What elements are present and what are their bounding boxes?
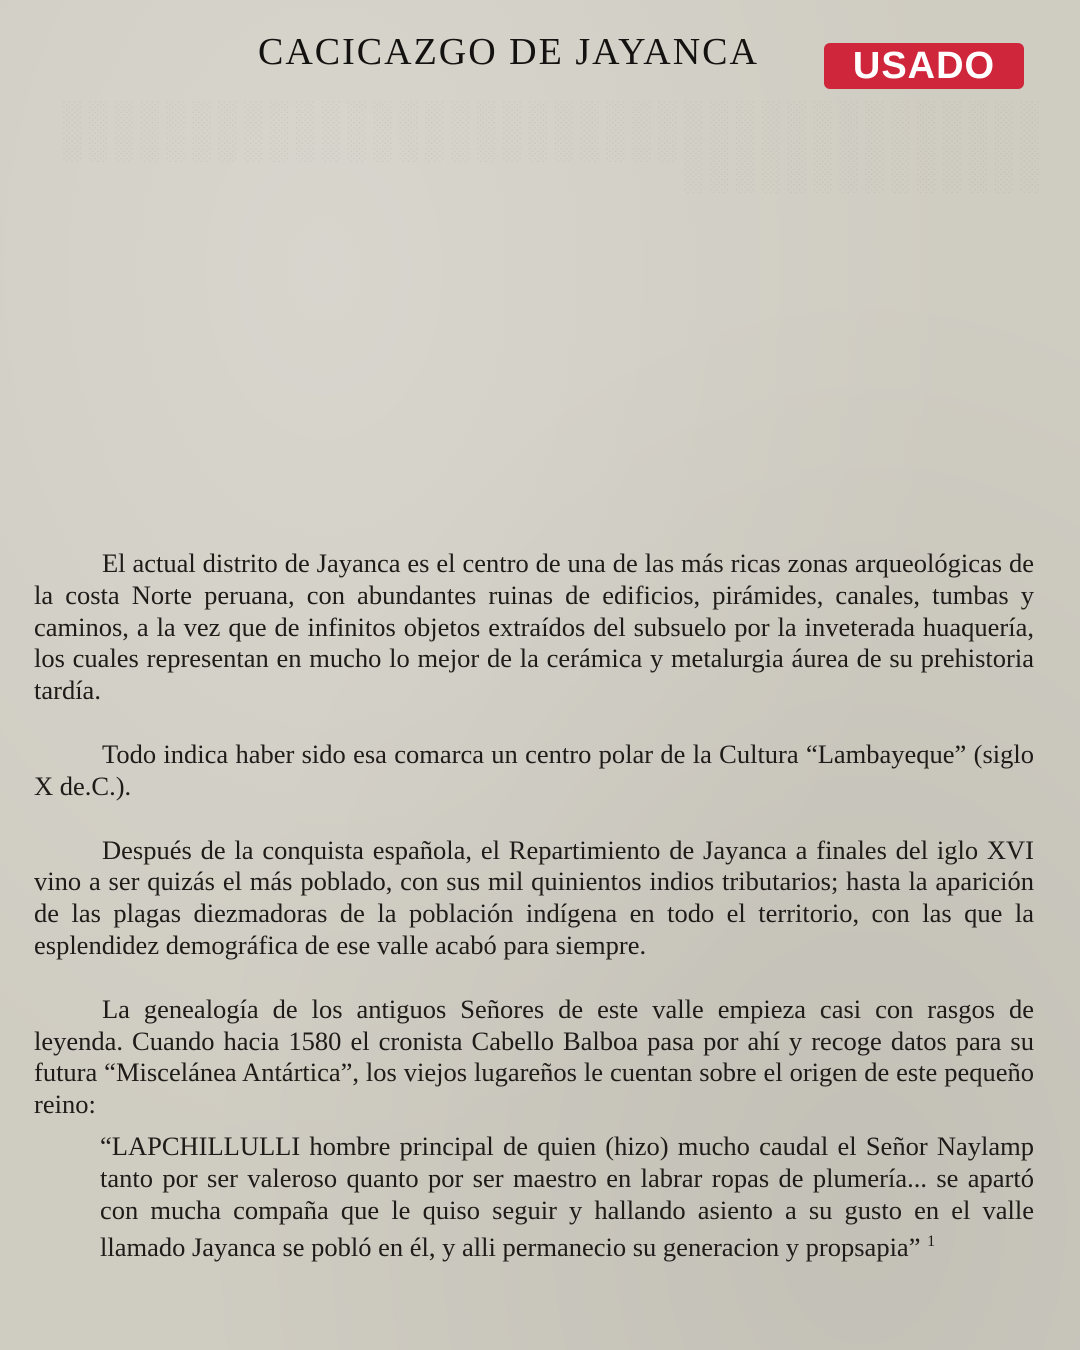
body-text (34, 548, 1034, 1264)
paragraph-spanish-conquest: Después de la conquista española, el Repartimiento de Jayanca a finales del iglo XVI vino a ser quizás el más poblado, con sus mil quinientos indios tributarios; hasta la aparición de las plagas diezmadoras de la población indígena en todo el territorio, con las que la esplendidez demográfica de ese valle acabó para siempre. (34, 834, 1034, 960)
show-through-background: ░ ░ ░ ░ ░ ░ ░ ░ ░ ░ ░ ░ ░ ░ ░ ░ ░ ░ ░ ░ ░ ░ ░ ░ ░ ░ ░ ░ ░ ░ ░ ░ ░ ░ ░ ░ ░ ░ ░ ░ ░ ░ ░ ░ ░ ░ ░ ░ ░ ░ ░ ░ ░ ░ ░ ░ ░ ░ ░ ░ ░ ░ ░ ░ ░ ░ ░ ░ ░ ░ ░ ░ ░ ░ ░ ░ ░ ░ ░ ░ ░ ░ ░ ░ ░ ░ ░ ░ ░ ░ (63, 100, 1040, 192)
used-condition-badge: USADO (824, 43, 1024, 89)
paragraph-jayanca-district: El actual distrito de Jayanca es el centro de una de las más ricas zonas arqueológicas de la costa Norte peruana, con abundantes ruinas de edificios, pirámides, canales, tumbas y caminos, a la vez que de infinitos objetos extraídos del subsuelo por la inveterada huaquería, los cuales representan en mucho lo mejor de la cerámica y metalurgia áurea de su prehistoria tardía. (34, 548, 1034, 706)
paragraph-lambayeque-culture: Todo indica haber sido esa comarca un centro polar de la Cultura “Lambayeque” (siglo X de.C.). (34, 738, 1034, 801)
page-title: CACICAZGO DE JAYANCA (258, 31, 759, 73)
block-quote (34, 1131, 1034, 1264)
quote-text: “LAPCHILLULLI hombre principal de quien (hizo) mucho caudal el Señor Naylamp tanto por ser valeroso quanto por ser maestro en labrar ropas de plumería... se apartó con mucha compaña que le quiso seguir y hallando asiento a su gusto en el valle llamado Jayanca se pobló en él, y alli permanecio su generacion y propsapia” (100, 1130, 1034, 1263)
footnote-marker: 1 (927, 1233, 936, 1251)
paragraph-genealogy: La genealogía de los antiguos Señores de este valle empieza casi con rasgos de leyenda. Cuando hacia 1580 el cronista Cabello Balboa pasa por ahí y recoge datos para su futura “Miscelánea Antártica”, los viejos lugareños le cuentan sobre el origen de este pequeño reino: (34, 993, 1034, 1120)
